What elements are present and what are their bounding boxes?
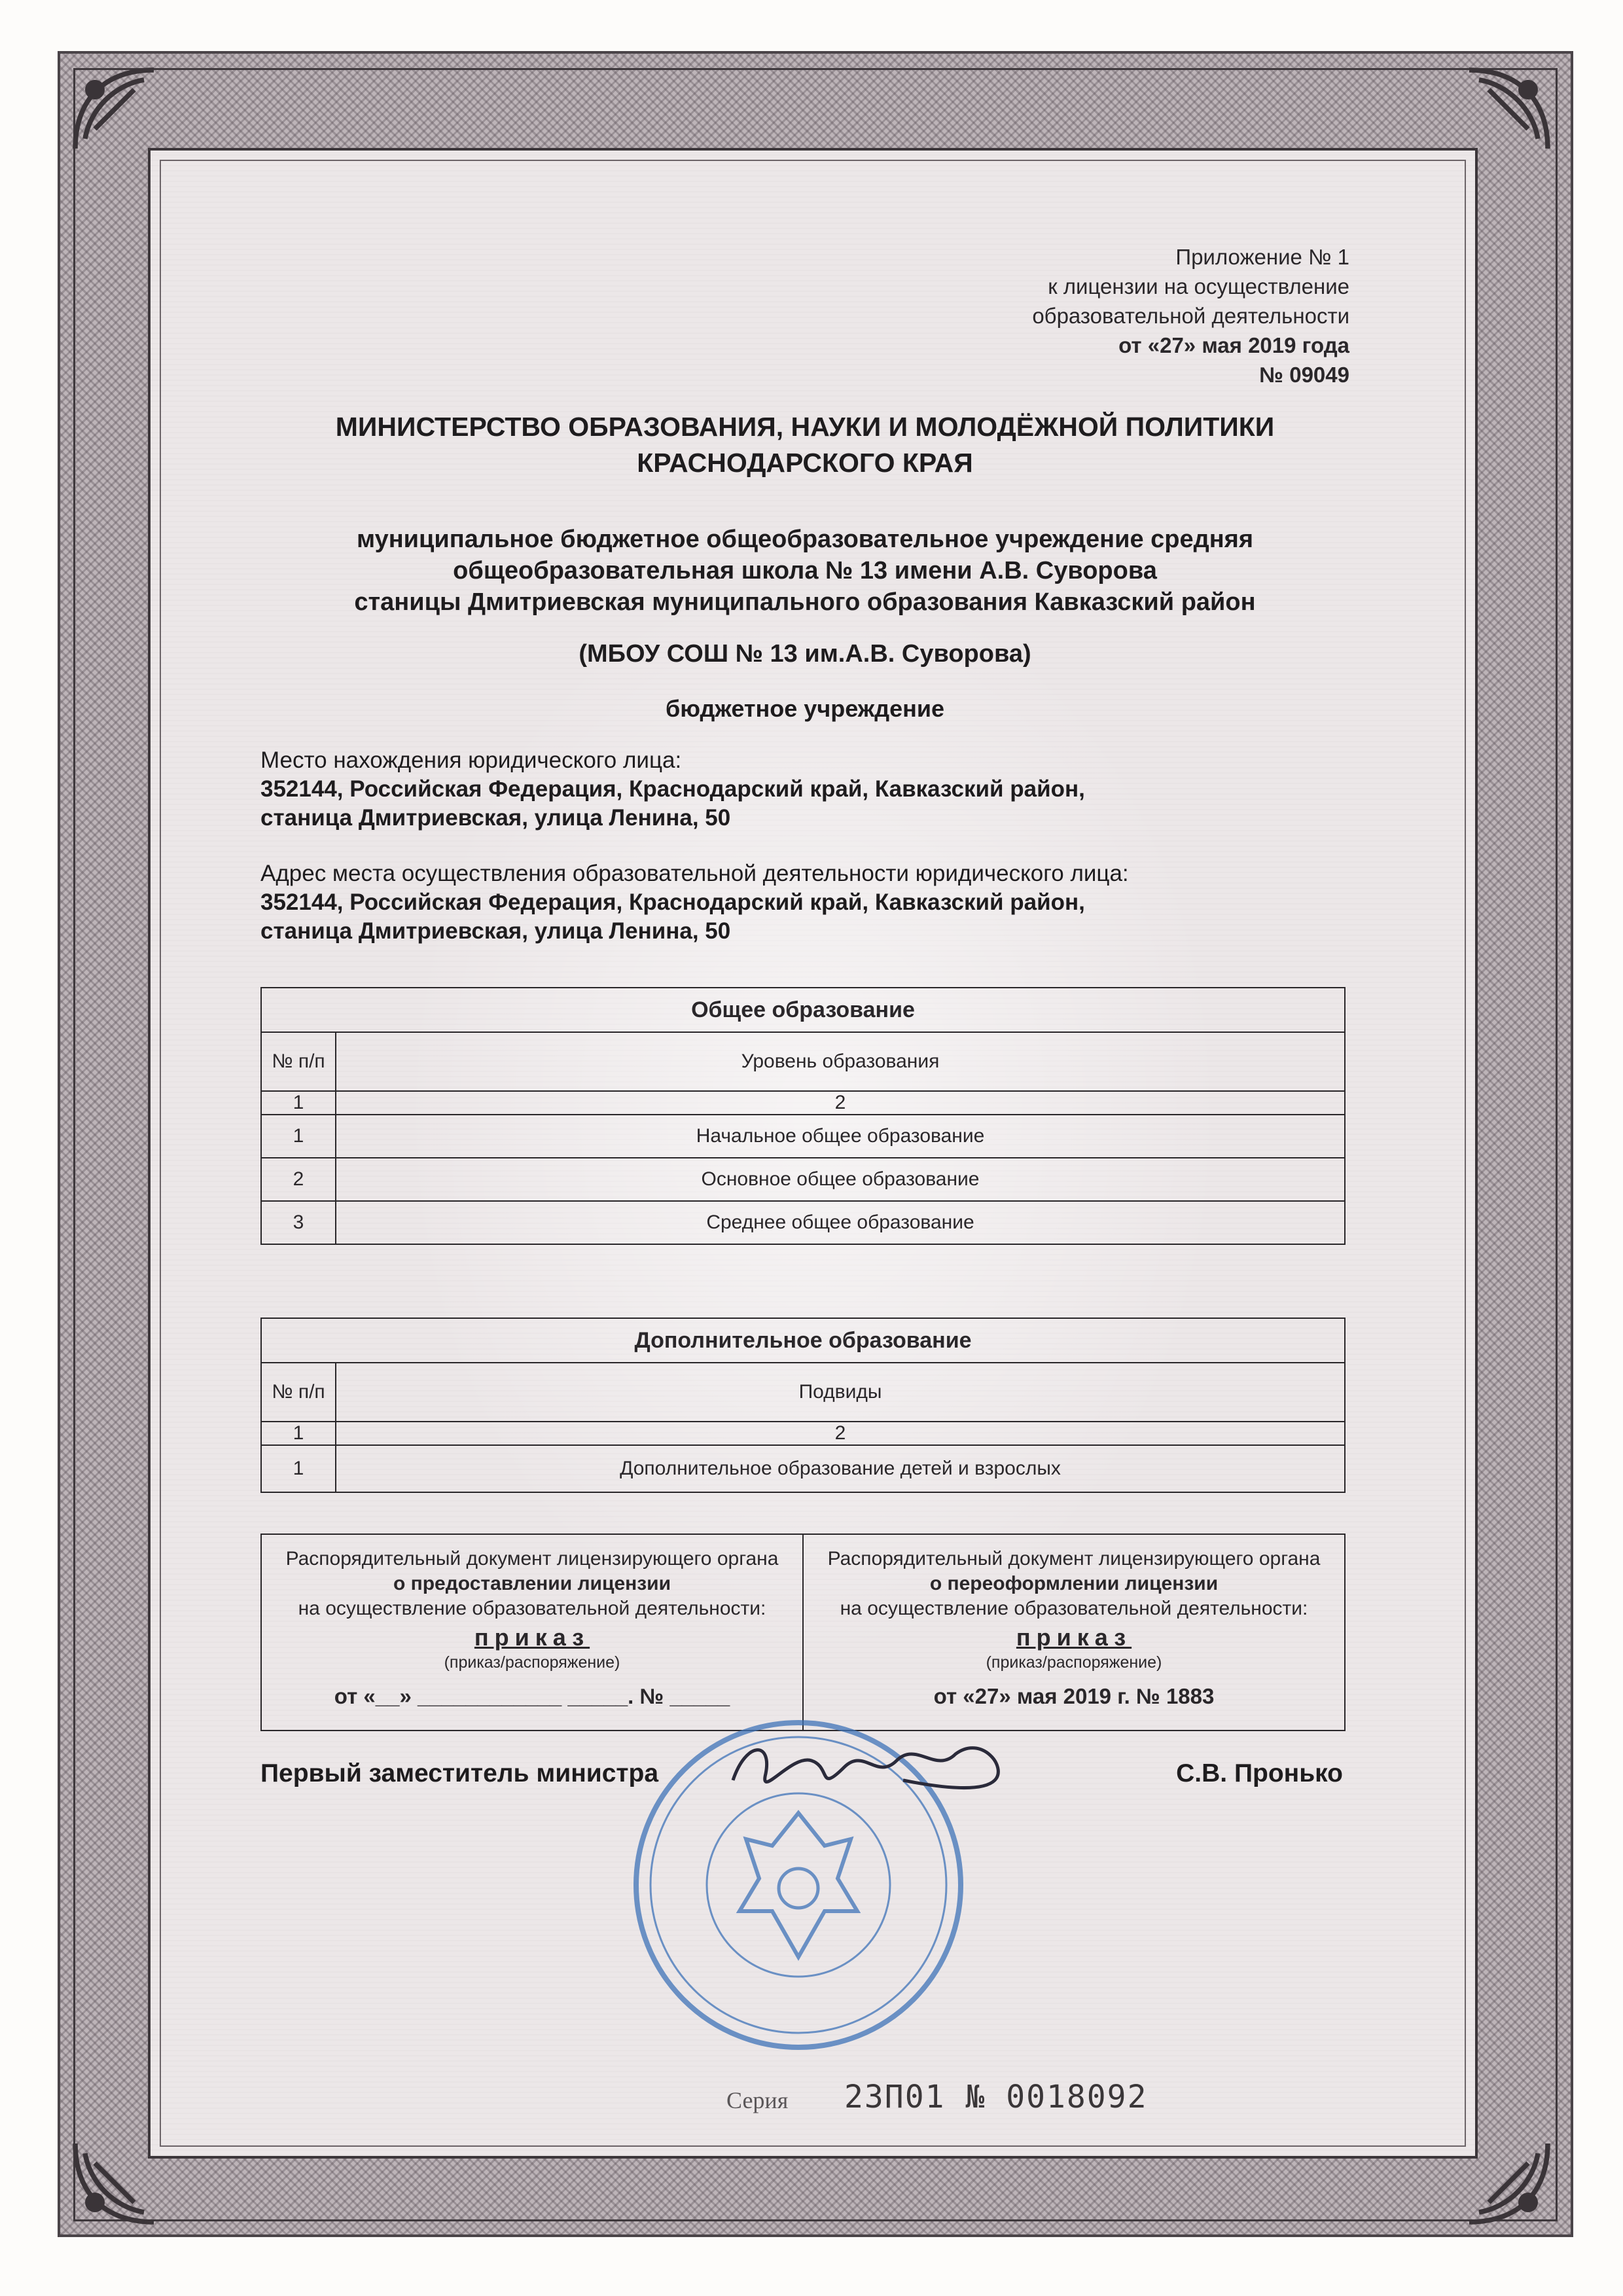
corner-ornament-icon [1459, 60, 1558, 158]
order-issue-cell [261, 1534, 803, 1731]
order-text: Распорядительный документ лицензирующего органа [827, 1548, 1321, 1570]
row-number: 1 [261, 1115, 336, 1158]
order-subject: о переоформлении лицензии [929, 1573, 1219, 1594]
appendix-line: Приложение № 1 [1175, 245, 1349, 269]
appendix-number: № 09049 [1259, 363, 1349, 387]
organization-abbreviation: (МБОУ СОШ № 13 им.А.В. Суворова) [579, 640, 1031, 668]
order-kind-hint: (приказ/распоряжение) [444, 1653, 620, 1672]
corner-ornament-icon [65, 60, 164, 158]
organization-name [249, 524, 1361, 618]
appendix-line: к лицензии на осуществление [1048, 274, 1349, 298]
table-title: Дополнительное образование [261, 1318, 1345, 1363]
column-header-number: № п/п [261, 1032, 336, 1091]
appendix-header [1032, 242, 1349, 389]
order-kind: приказ [474, 1624, 590, 1651]
order-kind: приказ [1016, 1624, 1132, 1651]
legal-address-label: Место нахождения юридического лица: [260, 747, 682, 773]
order-subject: о предоставлении лицензии [393, 1573, 671, 1594]
series-label: Серия [726, 2087, 789, 2113]
order-reissue-cell [803, 1534, 1345, 1731]
row-number: 3 [261, 1201, 336, 1244]
legal-address [260, 746, 1347, 833]
ministry-title [249, 409, 1361, 481]
signer-name: С.В. Пронько [1176, 1759, 1343, 1787]
ministry-title-line: КРАСНОДАРСКОГО КРАЯ [637, 448, 973, 478]
row-level: Начальное общее образование [336, 1115, 1345, 1158]
table-title: Общее образование [261, 988, 1345, 1032]
activity-address-line: 352144, Российская Федерация, Краснодарский край, Кавказский район, [260, 889, 1085, 915]
index-cell: 1 [261, 1091, 336, 1115]
additional-education-table [260, 1318, 1346, 1493]
order-date-line: от «__» ____________ _____. № _____ [334, 1684, 730, 1708]
order-date-line: от «27» мая 2019 г. № 1883 [933, 1684, 1215, 1708]
ministry-title-line: МИНИСТЕРСТВО ОБРАЗОВАНИЯ, НАУКИ И МОЛОДЁЖНОЙ ПОЛИТИКИ [335, 412, 1275, 442]
legal-address-line: 352144, Российская Федерация, Краснодарский край, Кавказский район, [260, 776, 1085, 802]
row-number: 2 [261, 1158, 336, 1201]
row-level: Среднее общее образование [336, 1201, 1345, 1244]
column-header-number: № п/п [261, 1363, 336, 1422]
order-text: на осуществление образовательной деятельности: [840, 1598, 1308, 1619]
appendix-line: образовательной деятельности [1032, 304, 1349, 328]
appendix-date: от «27» мая 2019 года [1118, 333, 1349, 357]
series-number: 23П01 № 0018092 [844, 2079, 1148, 2115]
general-education-table [260, 987, 1346, 1245]
activity-address-label: Адрес места осуществления образовательной деятельности юридического лица: [260, 861, 1129, 886]
column-header-level: Уровень образования [336, 1032, 1345, 1091]
organization-name-line: станицы Дмитриевская муниципального образования Кавказский район [354, 588, 1256, 616]
index-cell: 2 [336, 1422, 1345, 1445]
signer-position: Первый заместитель министра [260, 1759, 659, 1787]
index-cell: 2 [336, 1091, 1345, 1115]
organization-type: бюджетное учреждение [665, 695, 945, 722]
row-subtype: Дополнительное образование детей и взрослых [336, 1445, 1345, 1492]
order-text: на осуществление образовательной деятельности: [298, 1598, 766, 1619]
index-cell: 1 [261, 1422, 336, 1445]
organization-name-line: муниципальное бюджетное общеобразовательное учреждение средняя [356, 526, 1254, 553]
order-text: Распорядительный документ лицензирующего органа [285, 1548, 779, 1570]
legal-address-line: станица Дмитриевская, улица Ленина, 50 [260, 805, 731, 831]
activity-address [260, 859, 1347, 946]
corner-ornament-icon [1459, 2134, 1558, 2232]
organization-name-line: общеобразовательная школа № 13 имени А.В. Суворова [453, 557, 1157, 584]
column-header-subtype: Подвиды [336, 1363, 1345, 1422]
row-number: 1 [261, 1445, 336, 1492]
row-level: Основное общее образование [336, 1158, 1345, 1201]
activity-address-line: станица Дмитриевская, улица Ленина, 50 [260, 918, 731, 944]
signature-icon [720, 1728, 1060, 1806]
corner-ornament-icon [65, 2134, 164, 2232]
order-kind-hint: (приказ/распоряжение) [986, 1653, 1162, 1672]
orders-table [260, 1534, 1346, 1731]
